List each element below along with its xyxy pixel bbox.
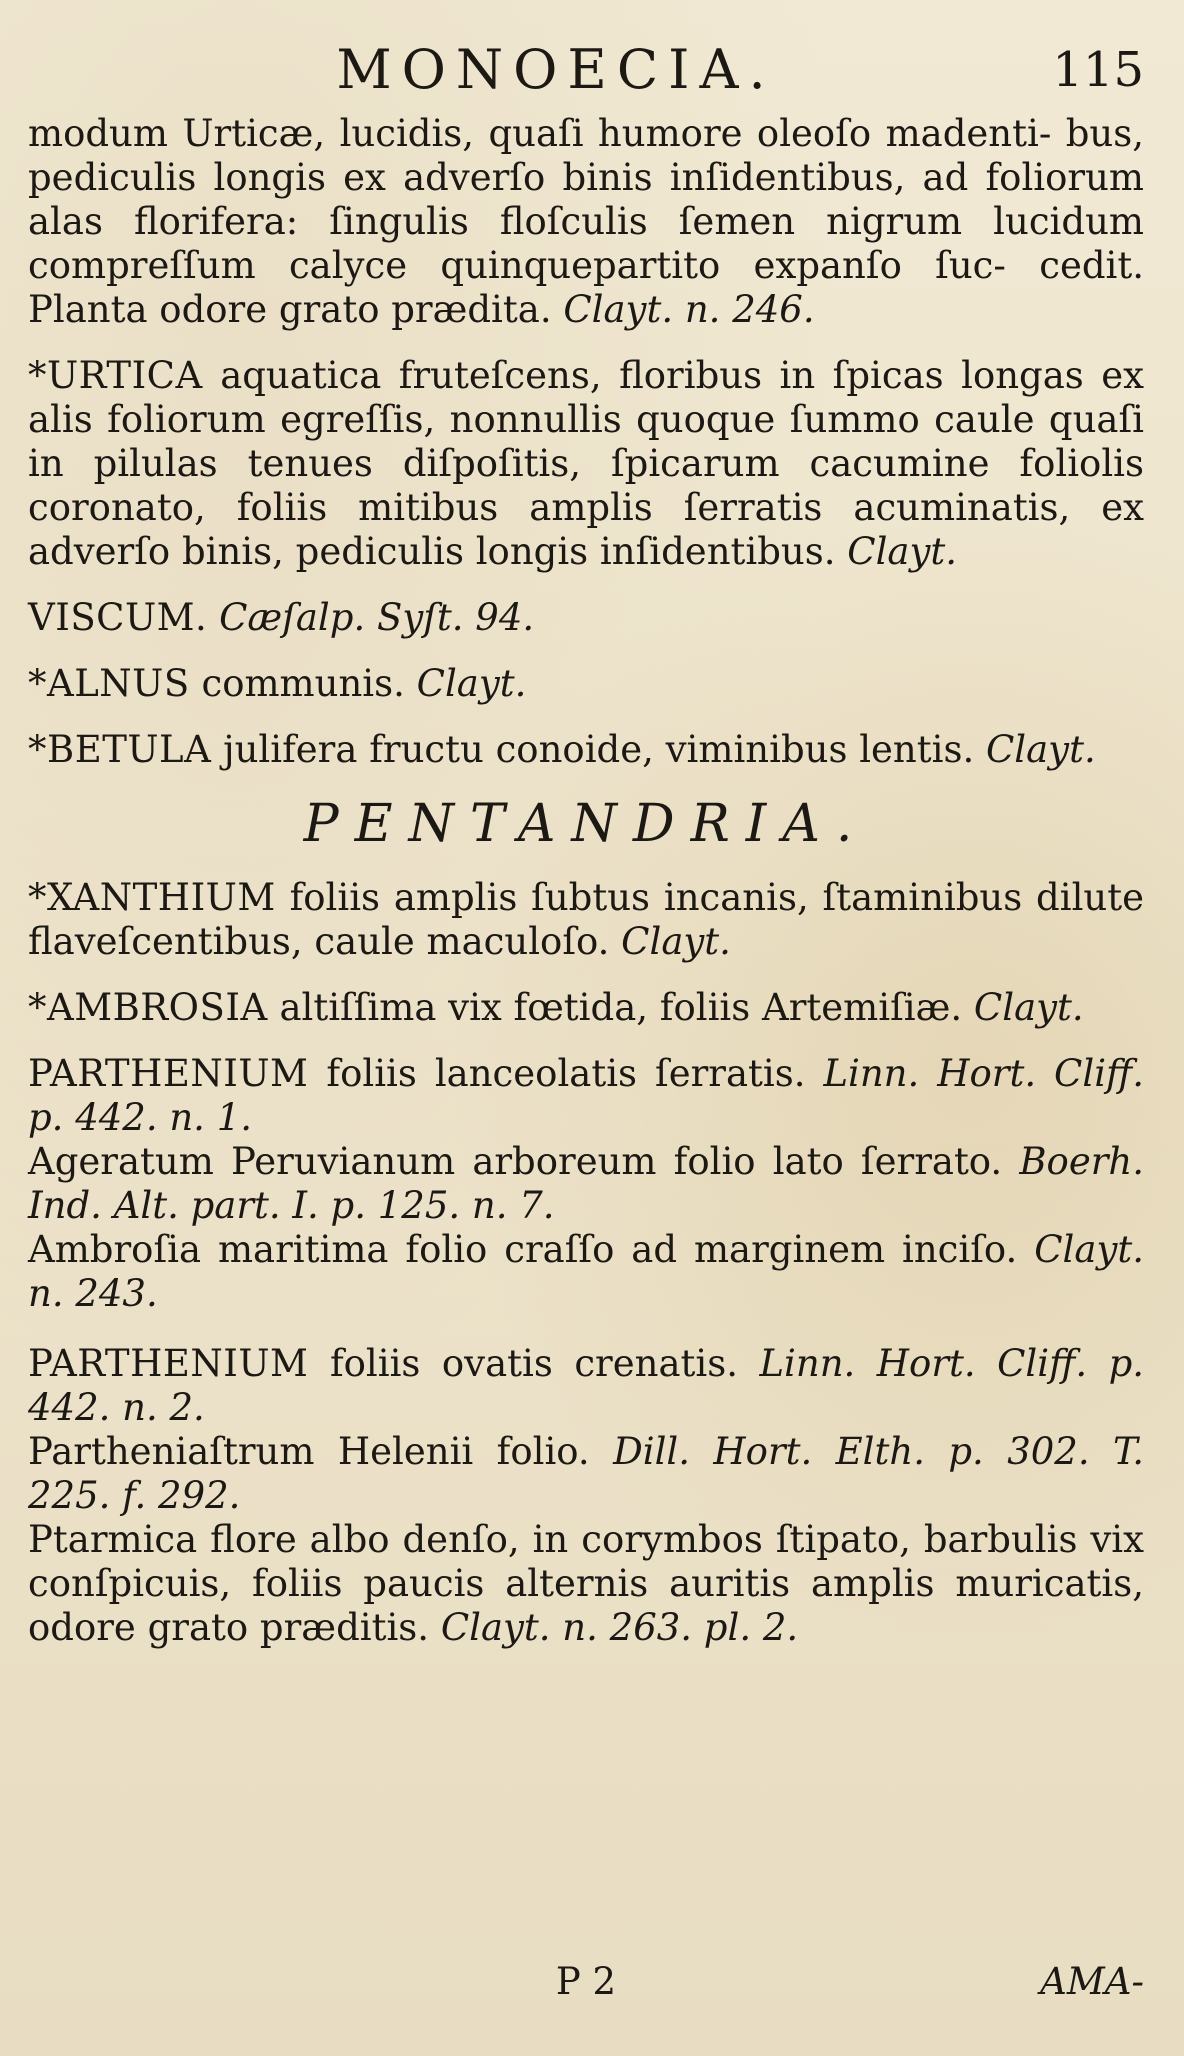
entry-urtica bbox=[28, 354, 1144, 574]
genus-name: *AMBROSIA bbox=[28, 986, 268, 1029]
citation: Dill. Hort. Elth. p. 302. T. 225. f. 292. bbox=[28, 1430, 1144, 1517]
description: altiſſima vix fœtida, foliis Artemiſiæ. bbox=[279, 986, 963, 1029]
entry-betula bbox=[28, 728, 1144, 772]
section-heading: PENTANDRIA. bbox=[303, 794, 869, 854]
body-text bbox=[28, 112, 1144, 1650]
page-footer bbox=[28, 1960, 1144, 2010]
genus-name: PARTHENIUM bbox=[28, 1342, 309, 1385]
text-line: lucidum compreſſum calyce quinquepartito expanſo ſuc- bbox=[28, 200, 1144, 287]
entry-parthenium-2 bbox=[28, 1342, 1144, 1650]
citation: Linn. Hort. Cliff. p. 442. n. 1. bbox=[28, 1052, 1145, 1139]
synonym: Ambroſia maritima folio craſſo ad marginem inciſo. bbox=[28, 1228, 1018, 1271]
description: foliis lanceolatis ſerratis. bbox=[326, 1052, 806, 1095]
citation: Clayt. bbox=[973, 986, 1084, 1029]
entry-ambrosia bbox=[28, 986, 1144, 1030]
citation: Clayt. n. 243. bbox=[28, 1228, 1144, 1315]
citation: Clayt. n. 263. pl. 2. bbox=[440, 1606, 799, 1649]
citation: Clayt. bbox=[985, 728, 1096, 771]
text-line: foliorum alas florifera: ſingulis floſculis ſemen nigrum bbox=[28, 156, 1144, 243]
citation: Linn. Hort. Cliff. p. 442. n. 2. bbox=[28, 1342, 1145, 1429]
text-line: modum Urticæ, lucidis, quaſi humore oleoſo madenti- bbox=[28, 112, 1052, 155]
entry-alnus bbox=[28, 662, 1144, 706]
genus-name: *URTICA bbox=[28, 354, 203, 397]
genus-name: *XANTHIUM bbox=[28, 876, 276, 919]
running-head bbox=[28, 28, 1144, 112]
genus-name: VISCUM. bbox=[28, 596, 208, 639]
description: foliis amplis ſubtus incanis, ſtaminibus dilute flaveſcentibus, caule maculoſo. bbox=[28, 876, 1145, 963]
entry-continuation bbox=[28, 112, 1144, 332]
text-line: cedit. Planta odore grato prædita. bbox=[28, 244, 1145, 331]
citation: Clayt. bbox=[621, 920, 731, 963]
description: foliis ovatis crenatis. bbox=[329, 1342, 738, 1385]
entry-viscum bbox=[28, 596, 1144, 640]
citation: Clayt. bbox=[847, 530, 958, 573]
citation: Cæſalp. Syſt. 94. bbox=[219, 596, 535, 639]
citation: Clayt. n. 246. bbox=[563, 288, 815, 331]
description: communis. bbox=[201, 662, 405, 705]
genus-name: *BETULA bbox=[28, 728, 212, 771]
page-number: 115 bbox=[1052, 42, 1144, 98]
synonym: Partheniaſtrum Helenii folio. bbox=[28, 1430, 590, 1473]
entry-parthenium-1 bbox=[28, 1052, 1144, 1316]
entry-xanthium bbox=[28, 876, 1144, 964]
genus-name: *ALNUS bbox=[28, 662, 190, 705]
genus-name: PARTHENIUM bbox=[28, 1052, 309, 1095]
running-title: MONOECIA. bbox=[336, 38, 776, 101]
catchword: AMA- bbox=[1040, 1960, 1144, 2003]
citation: Boerh. Ind. Alt. part. I. p. 125. n. 7. bbox=[28, 1140, 1144, 1227]
synonym: Ptarmica flore albo denſo, in corymbos ſtipato, barbulis vix conſpicuis, foliis paucis alternis auritis amplis muricatis, odore grato præditis. bbox=[28, 1518, 1144, 1649]
description: aquatica fruteſcens, floribus in ſpicas longas ex alis foliorum egreſſis, nonnullis quoque ſummo caule quaſi in pilulas tenues diſpoſitis, ſpicarum cacumine foliolis coronato, foliis mitibus amplis ſerratis acuminatis, ex adverſo binis, pediculis longis inſidentibus. bbox=[28, 354, 1145, 573]
entry-gap bbox=[28, 1316, 1144, 1342]
synonym: Ageratum Peruvianum arboreum folio lato ſerrato. bbox=[28, 1140, 1003, 1183]
signature-mark: P 2 bbox=[555, 1960, 617, 2003]
description: julifera fructu conoide, viminibus lentis. bbox=[223, 728, 975, 771]
text-line: bus, pediculis longis ex adverſo binis inſidentibus, ad bbox=[28, 112, 1144, 199]
citation: Clayt. bbox=[416, 662, 527, 705]
